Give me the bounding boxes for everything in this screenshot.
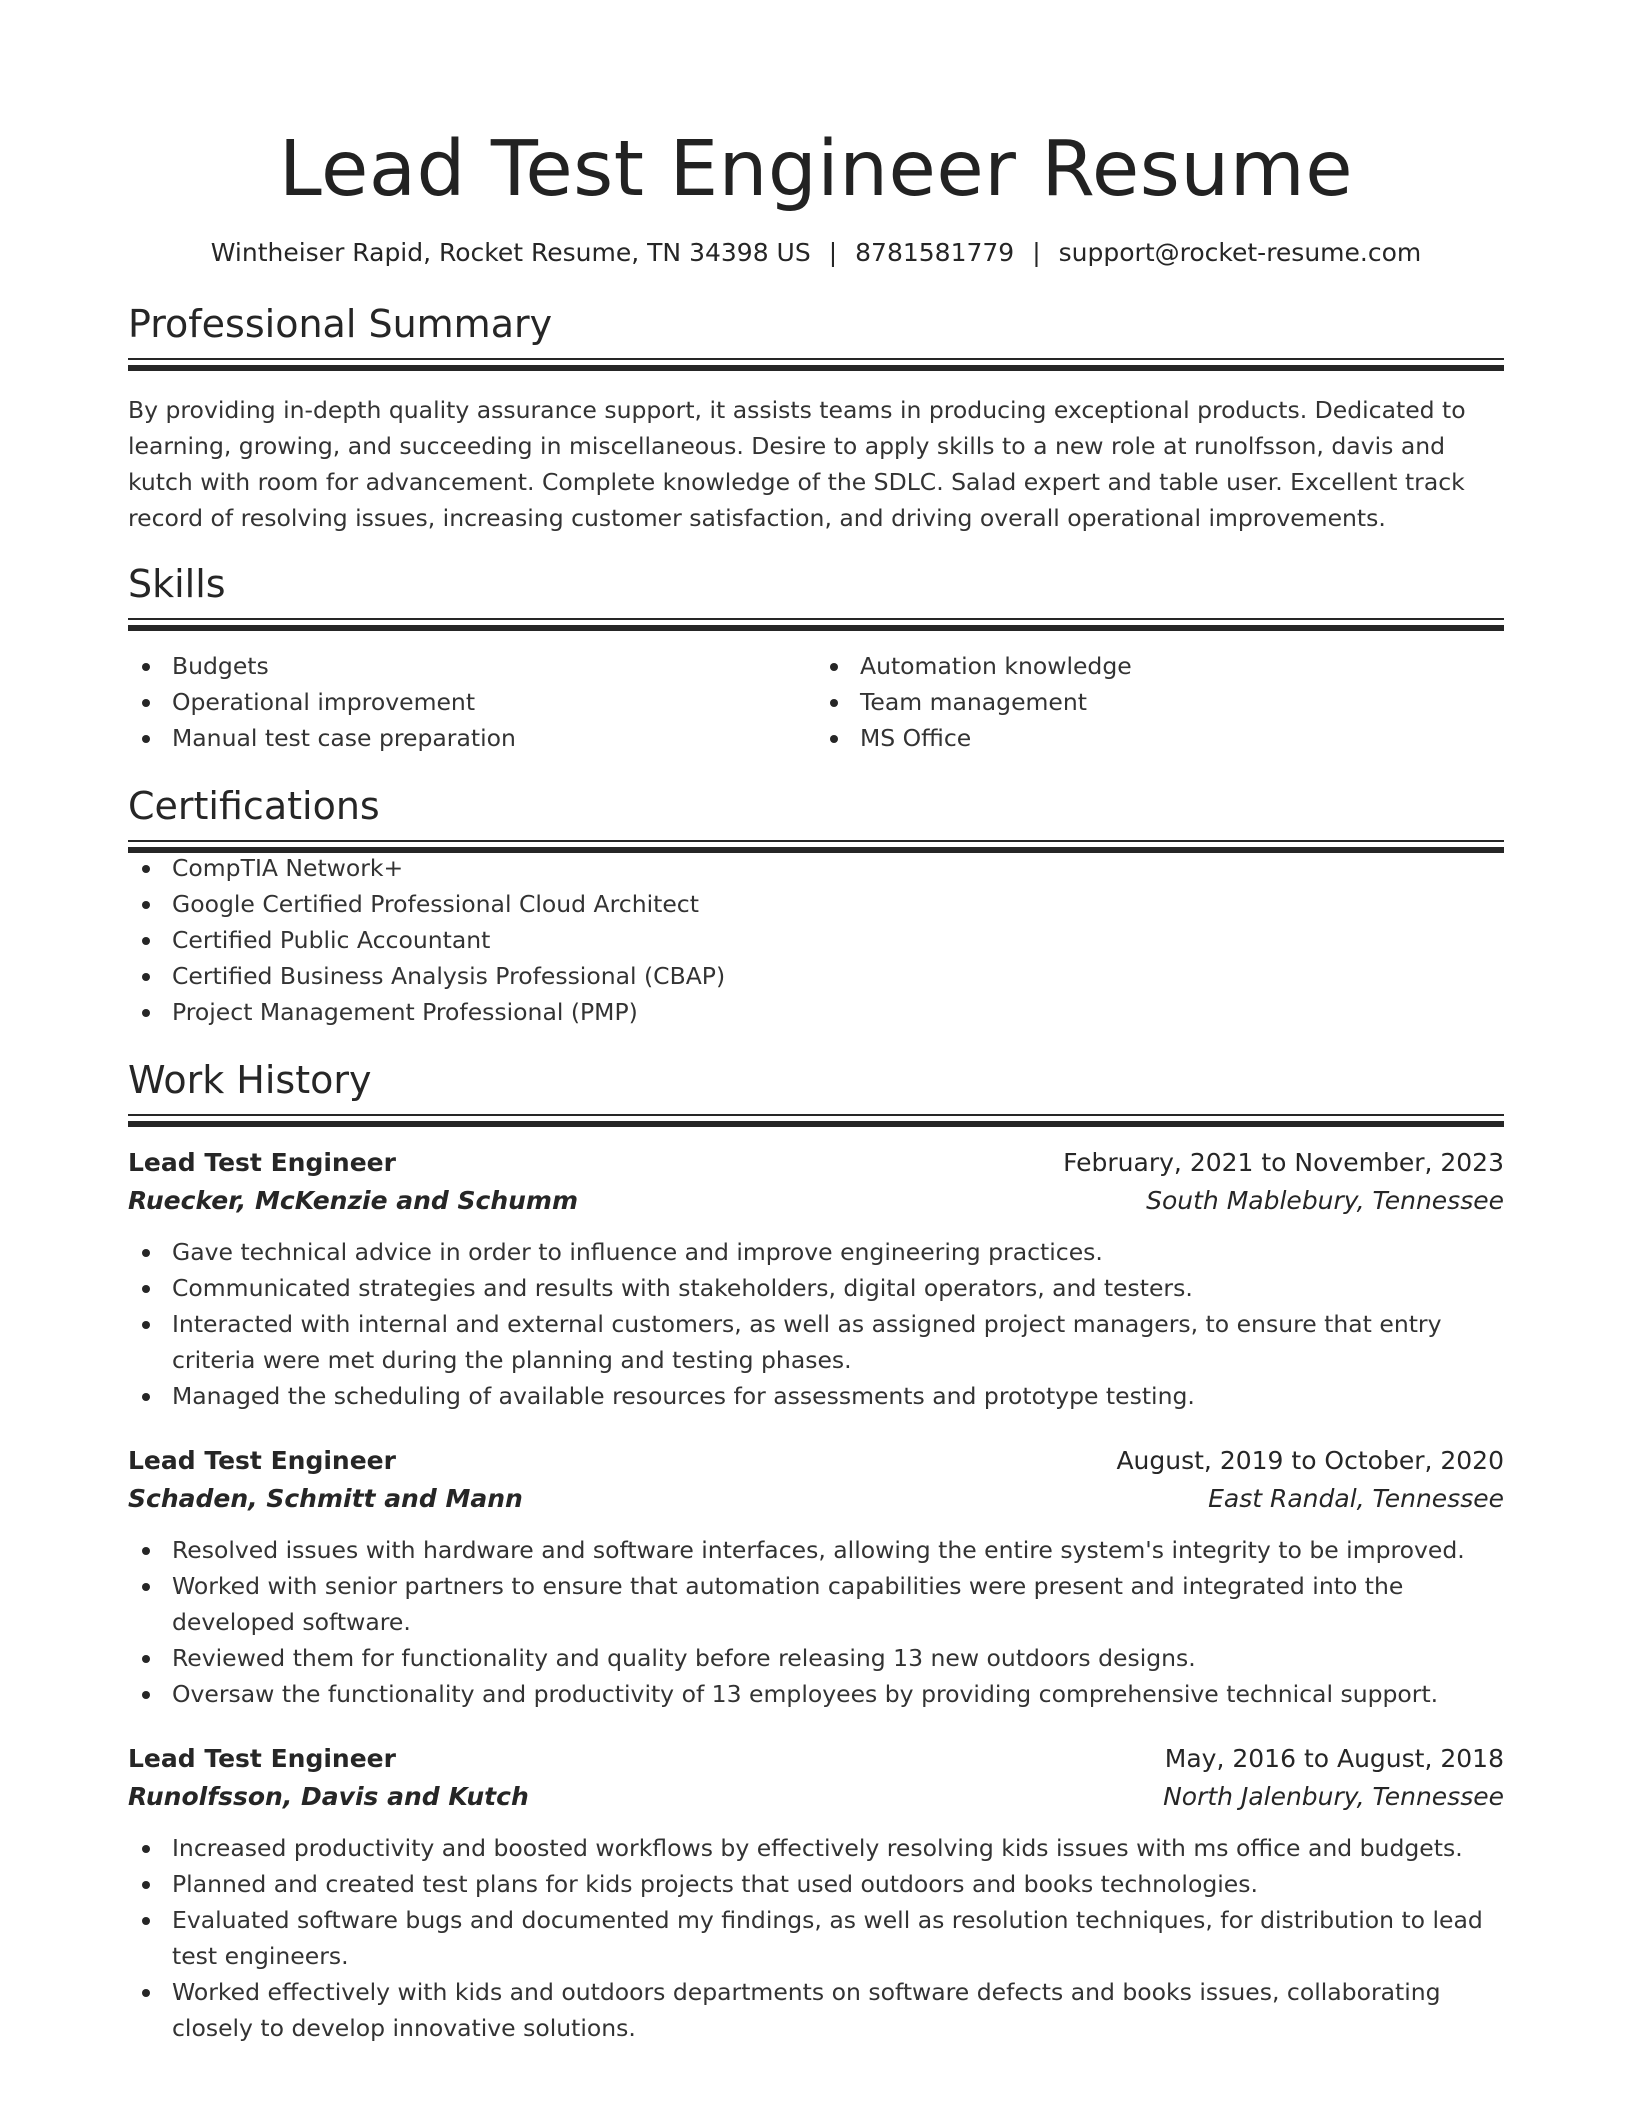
job-title: Lead Test Engineer <box>128 1744 396 1773</box>
job-dates: May, 2016 to August, 2018 <box>1164 1744 1504 1773</box>
job-bullet: Interacted with internal and external customers, as well as assigned project managers, to ensure that entry criteria were met during the planning and testing phases. <box>128 1306 1504 1378</box>
job-subheader <box>128 1182 1504 1220</box>
job-bullet: Planned and created test plans for kids projects that used outdoors and books technologies. <box>128 1866 1504 1902</box>
job-location: South Mablebury, Tennessee <box>1146 1186 1504 1215</box>
job-subheader <box>128 1480 1504 1518</box>
skills-grid <box>128 648 1504 756</box>
job-company: Schaden, Schmitt and Mann <box>128 1484 523 1513</box>
job-entry <box>128 1144 1504 1414</box>
job-dates: February, 2021 to November, 2023 <box>1063 1148 1504 1177</box>
job-bullets <box>128 1532 1504 1712</box>
section-heading-work-history: Work History <box>128 1058 372 1102</box>
job-header <box>128 1740 1504 1778</box>
contact-email[interactable]: support@rocket-resume.com <box>1058 238 1422 267</box>
section-heading-skills: Skills <box>128 562 226 606</box>
skill-item: Team management <box>816 684 1504 720</box>
job-bullet: Communicated strategies and results with stakeholders, digital operators, and testers. <box>128 1270 1504 1306</box>
job-bullet: Resolved issues with hardware and software interfaces, allowing the entire system's integrity to be improved. <box>128 1532 1504 1568</box>
job-bullet: Gave technical advice in order to influence and improve engineering practices. <box>128 1234 1504 1270</box>
section-divider <box>128 840 1504 850</box>
skill-item: Budgets <box>128 648 816 684</box>
certification-item: Google Certified Professional Cloud Architect <box>128 886 1504 922</box>
summary-text: By providing in-depth quality assurance support, it assists teams in producing exceptional products. Dedicated to learning, growing, and succeeding in miscellaneous. Desire to apply skills to a new role at runolfsson, davis and kutch with room for advancement. Complete knowledge of the SDLC. Salad expert and table user. Excellent track record of resolving issues, increasing customer satisfaction, and driving overall operational improvements. <box>128 396 1466 532</box>
certification-item: Certified Public Accountant <box>128 922 1504 958</box>
job-entry <box>128 1740 1504 2046</box>
job-bullet: Managed the scheduling of available resources for assessments and prototype testing. <box>128 1378 1504 1414</box>
skill-item: Operational improvement <box>128 684 816 720</box>
contact-phone: 8781581779 <box>855 238 1015 267</box>
job-bullets <box>128 1830 1504 2046</box>
skill-item: Automation knowledge <box>816 648 1504 684</box>
section-heading-summary: Professional Summary <box>128 302 553 346</box>
summary-section <box>128 300 1504 536</box>
job-bullet: Worked with senior partners to ensure that automation capabilities were present and integrated into the developed software. <box>128 1568 1504 1640</box>
resume-title: Lead Test Engineer Resume <box>278 125 1354 214</box>
contact-line <box>128 236 1504 270</box>
job-location: East Randal, Tennessee <box>1208 1484 1504 1513</box>
certifications-section <box>128 782 1504 1030</box>
job-company: Runolfsson, Davis and Kutch <box>128 1782 529 1811</box>
contact-separator: | <box>1032 238 1041 267</box>
section-divider <box>128 618 1504 628</box>
job-header <box>128 1442 1504 1480</box>
job-subheader <box>128 1778 1504 1816</box>
job-bullet: Reviewed them for functionality and quality before releasing 13 new outdoors designs. <box>128 1640 1504 1676</box>
skill-item: MS Office <box>816 720 1504 756</box>
job-bullet: Increased productivity and boosted workflows by effectively resolving kids issues with ms office and budgets. <box>128 1830 1504 1866</box>
certification-item: CompTIA Network+ <box>128 850 1504 886</box>
certification-item: Certified Business Analysis Professional (CBAP) <box>128 958 1504 994</box>
job-entry <box>128 1442 1504 1712</box>
certification-item: Project Management Professional (PMP) <box>128 994 1504 1030</box>
job-title: Lead Test Engineer <box>128 1446 396 1475</box>
resume-page <box>128 0 1504 2046</box>
skills-section <box>128 560 1504 756</box>
job-dates: August, 2019 to October, 2020 <box>1116 1446 1504 1475</box>
section-divider <box>128 1114 1504 1124</box>
job-bullet: Oversaw the functionality and productivity of 13 employees by providing comprehensive technical support. <box>128 1676 1504 1712</box>
section-heading-certifications: Certifications <box>128 784 380 828</box>
job-bullets <box>128 1234 1504 1414</box>
skills-list-right <box>816 648 1504 756</box>
skill-item: Manual test case preparation <box>128 720 816 756</box>
work-history-section <box>128 1056 1504 2046</box>
contact-separator: | <box>828 238 838 267</box>
skills-list-left <box>128 648 816 756</box>
job-company: Ruecker, McKenzie and Schumm <box>128 1186 579 1215</box>
section-divider <box>128 358 1504 368</box>
job-bullet: Worked effectively with kids and outdoors departments on software defects and books issues, collaborating closely to develop innovative solutions. <box>128 1974 1504 2046</box>
certifications-list <box>128 850 1504 1030</box>
job-location: North Jalenbury, Tennessee <box>1163 1782 1504 1811</box>
contact-address: Wintheiser Rapid, Rocket Resume, TN 34398 US <box>210 238 811 267</box>
job-bullet: Evaluated software bugs and documented my findings, as well as resolution techniques, for distribution to lead test engineers. <box>128 1902 1504 1974</box>
job-header <box>128 1144 1504 1182</box>
job-title: Lead Test Engineer <box>128 1148 396 1177</box>
